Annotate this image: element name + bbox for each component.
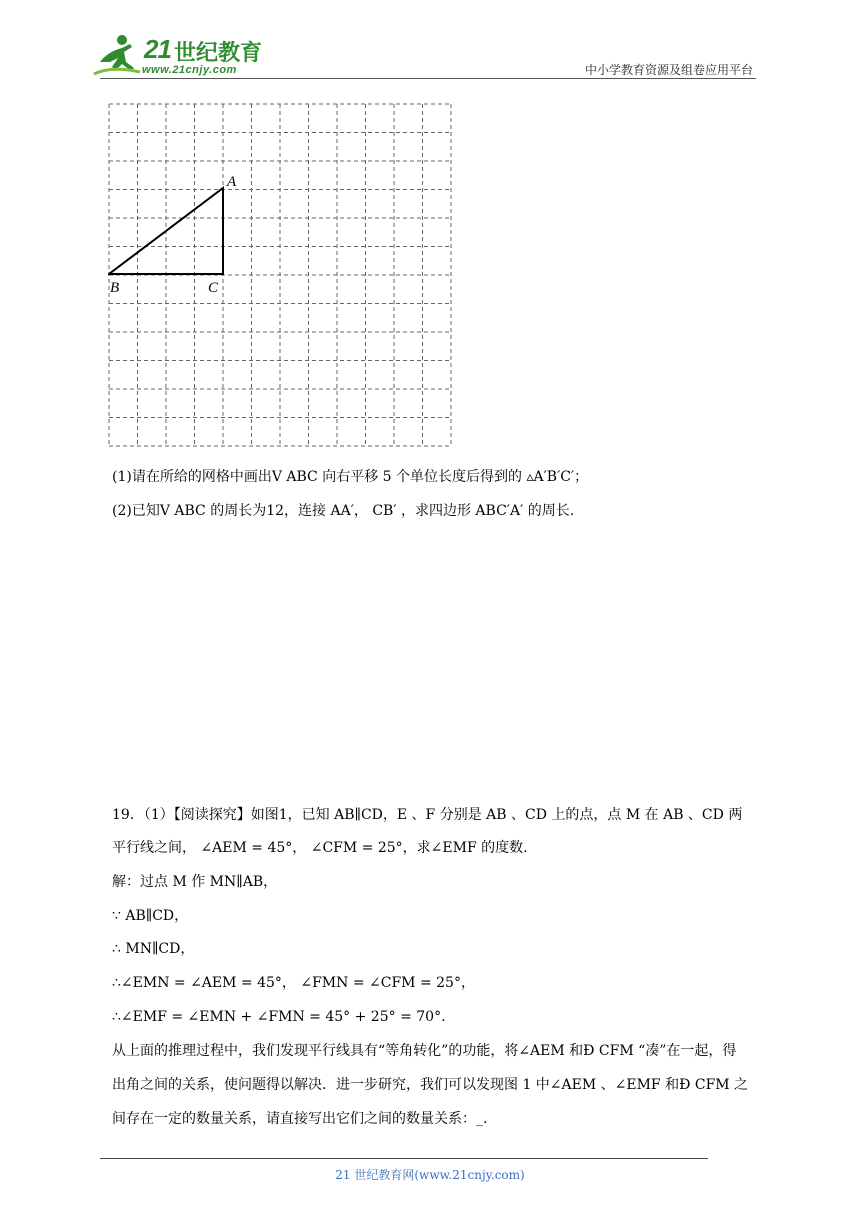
q19-line9: 出角之间的关系，使问题得以解决．进一步研究，我们可以发现图 1 中∠AEM 、∠EMF 和Ð CFM 之 bbox=[112, 1077, 749, 1093]
q19-line3: 解：过点 M 作 MN∥AB， bbox=[112, 874, 278, 890]
q19-line10: 间存在一定的数量关系，请直接写出它们之间的数量关系：_. bbox=[112, 1111, 488, 1127]
header-divider bbox=[100, 78, 756, 79]
runner-logo-icon bbox=[92, 32, 144, 78]
site-logo bbox=[92, 32, 272, 80]
q19-line6: ∴∠EMN = ∠AEM = 45°， ∠FMN = ∠CFM = 25°， bbox=[112, 975, 475, 991]
logo-url: www.21cnjy.com bbox=[142, 64, 237, 76]
q19-line2: 平行线之间， ∠AEM = 45°， ∠CFM = 25°，求∠EMF 的度数. bbox=[112, 840, 528, 856]
q19-line1: 19．（1）【阅读探究】如图1，已知 AB∥CD，E 、F 分别是 AB 、CD 上的点，点 M 在 AB 、CD 两 bbox=[112, 807, 743, 823]
logo-number: 21 bbox=[144, 34, 171, 64]
vertex-label-a: A bbox=[227, 174, 237, 190]
platform-title: 中小学教育资源及组卷应用平台 bbox=[584, 63, 753, 77]
vertex-label-b: B bbox=[110, 280, 120, 296]
q18-part2: (2)已知V ABC 的周长为12，连接 AA′， CB′ ，求四边形 ABC′A′ 的周长. bbox=[112, 503, 575, 519]
grid-figure bbox=[108, 103, 452, 447]
q19-line4: ∵ AB∥CD， bbox=[112, 908, 189, 924]
logo-name: 世纪教育 bbox=[174, 41, 263, 66]
q18-part1: (1)请在所给的网格中画出V ABC 向右平移 5 个单位长度后得到的 ▵A′B′C′； bbox=[112, 469, 589, 485]
grid-svg bbox=[108, 103, 452, 447]
q19-line7: ∴∠EMF = ∠EMN + ∠FMN = 45° + 25° = 70°. bbox=[112, 1009, 446, 1025]
q19-line8: 从上面的推理过程中，我们发现平行线具有“等角转化”的功能，将∠AEM 和Ð CFM “凑”在一起，得 bbox=[112, 1043, 737, 1059]
page-header bbox=[0, 0, 860, 90]
vertex-label-c: C bbox=[208, 280, 219, 296]
footer-text: 21 世纪教育网(www.21cnjy.com) bbox=[335, 1168, 525, 1182]
footer-divider bbox=[100, 1158, 708, 1159]
q19-line5: ∴ MN∥CD， bbox=[112, 941, 195, 957]
